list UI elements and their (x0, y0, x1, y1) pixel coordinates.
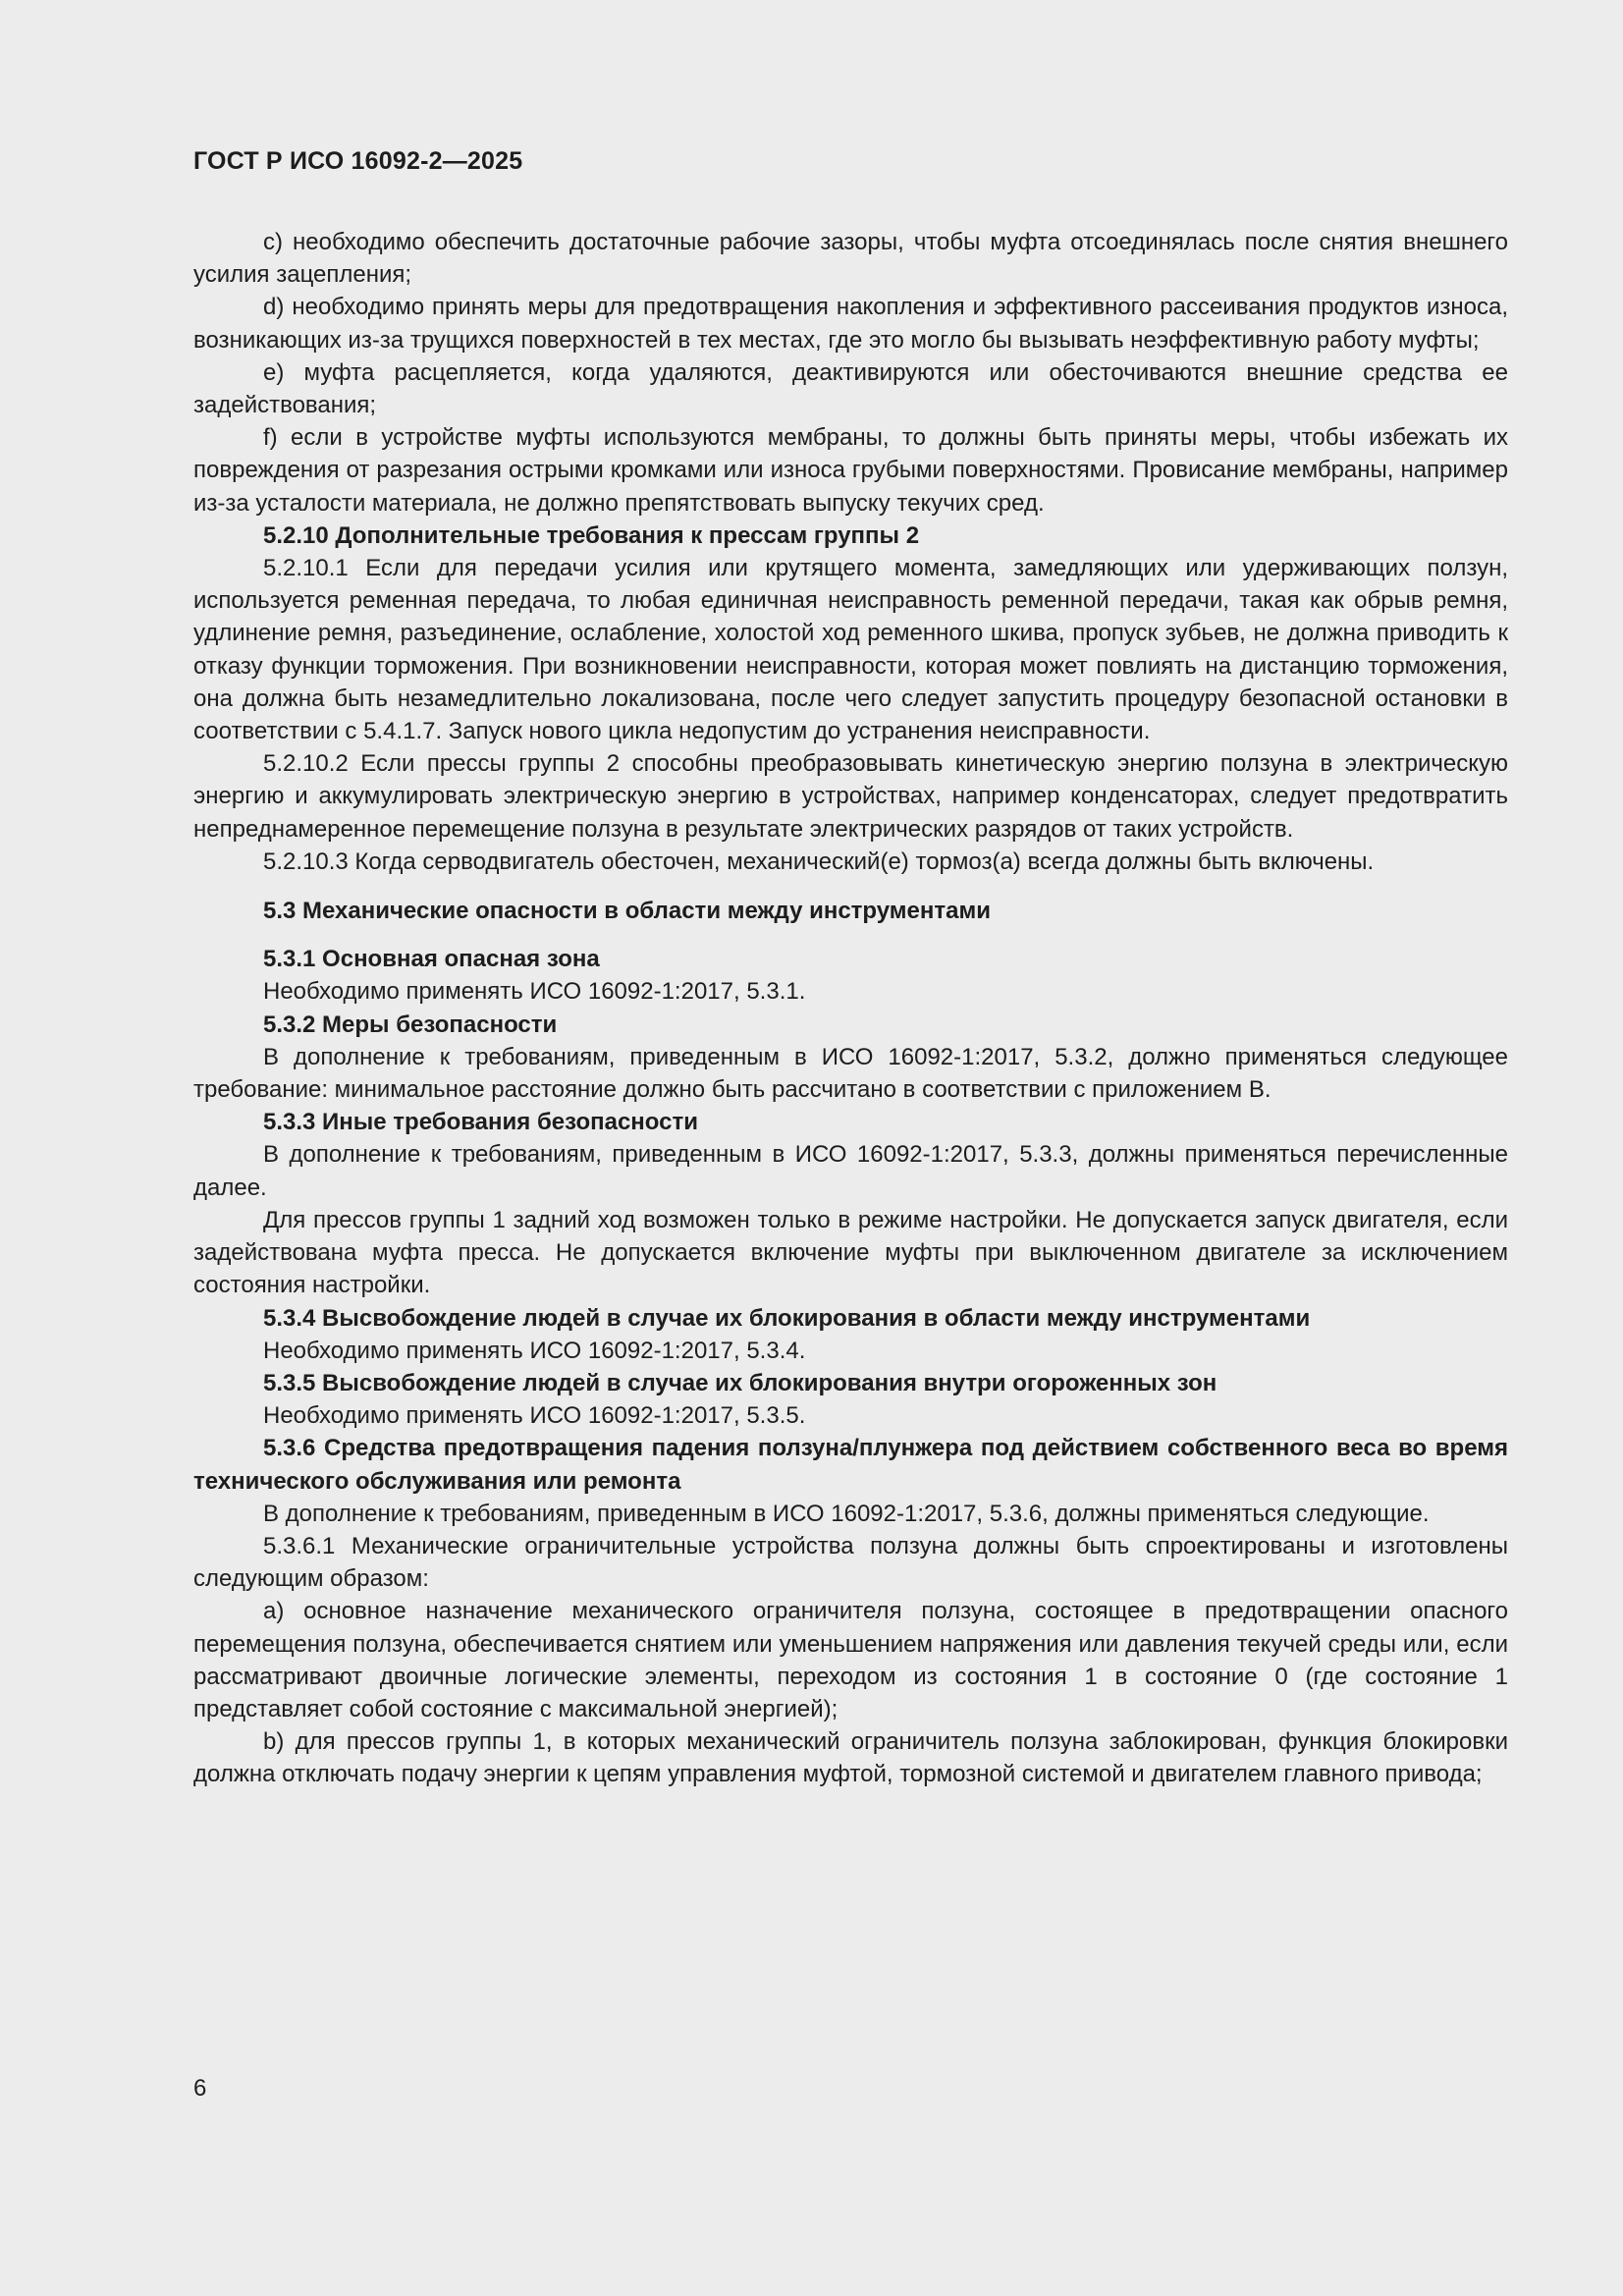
paragraph-5-3-6-1: 5.3.6.1 Механические ограничительные устройства ползуна должны быть спроектированы и изготовлены следующим образом: (193, 1532, 1508, 1593)
list-item-c: c) необходимо обеспечить достаточные рабочие зазоры, чтобы муфта отсоединялась после снятия внешнего усилия зацепления; (193, 229, 1508, 289)
paragraph-5-2-10-3: 5.2.10.3 Когда серводвигатель обесточен, механический(е) тормоз(а) всегда должны быть включены. (263, 847, 1375, 875)
paragraph-5-3-4: Необходимо применять ИСО 16092-1:2017, 5.3.4. (263, 1337, 806, 1364)
list-item-b: b) для прессов группы 1, в которых механический ограничитель ползуна заблокирован, функция блокировки должна отключать подачу энергии к цепям управления муфтой, тормозной системой и двигателем главного привода; (193, 1728, 1508, 1788)
paragraph-5-3-1: Необходимо применять ИСО 16092-1:2017, 5.3.1. (263, 978, 806, 1006)
page-number: 6 (193, 2075, 207, 2102)
list-item-e: e) муфта расцепляется, когда удаляются, деактивируются или обесточиваются внешние средства ее задействования; (193, 358, 1508, 419)
heading-5-3-5: 5.3.5 Высвобождение людей в случае их блокирования внутри огороженных зон (263, 1369, 1217, 1396)
heading-5-3-1: 5.3.1 Основная опасная зона (263, 946, 600, 973)
heading-5-3-2: 5.3.2 Меры безопасности (263, 1011, 558, 1038)
heading-5-3: 5.3 Механические опасности в области между инструментами (263, 898, 992, 925)
heading-5-3-3: 5.3.3 Иные требования безопасности (263, 1109, 698, 1136)
list-item-f: f) если в устройстве муфты используются мембраны, то должны быть приняты меры, чтобы избежать их повреждения от разрезания острыми кромками или износа грубыми поверхностями. Провисание мембраны, например из-за усталости материала, не должно препятствовать выпуску текучих сред. (193, 424, 1508, 517)
document-header: ГОСТ Р ИСО 16092-2—2025 (193, 147, 523, 175)
paragraph-5-3-3-a: В дополнение к требованиям, приведенным в ИСО 16092-1:2017, 5.3.3, должны применяться перечисленные далее. (193, 1141, 1508, 1201)
document-body (193, 226, 1508, 1791)
heading-5-3-4: 5.3.4 Высвобождение людей в случае их блокирования в области между инструментами (263, 1304, 1311, 1332)
paragraph-5-3-2: В дополнение к требованиям, приведенным в ИСО 16092-1:2017, 5.3.2, должно применяться следующее требование: минимальное расстояние должно быть рассчитано в соответствии с приложением B. (193, 1043, 1508, 1104)
paragraph-5-2-10-1: 5.2.10.1 Если для передачи усилия или крутящего момента, замедляющих или удерживающих ползун, используется ременная передача, то любая единичная неисправность ременной передачи, такая как обрыв ремня, удлинение ремня, разъединение, ослабление, холостой ход ременного шкива, пропуск зубьев, не должна приводить к отказу функции торможения. При возникновении неисправности, которая может повлиять на дистанцию торможения, она должна быть незамедлительно локализована, после чего следует запустить процедуру безопасной остановки в соответствии с 5.4.1.7. Запуск нового цикла недопустим до устранения неисправности. (193, 555, 1508, 745)
paragraph-5-3-3-b: Для прессов группы 1 задний ход возможен только в режиме настройки. Не допускается запуск двигателя, если задействована муфта пресса. Не допускается включение муфты при выключенном двигателе за исключением состояния настройки. (193, 1206, 1508, 1299)
list-item-d: d) необходимо принять меры для предотвращения накопления и эффективного рассеивания продуктов износа, возникающих из-за трущихся поверхностей в тех местах, где это могло бы вызывать неэффективную работу муфты; (193, 294, 1508, 354)
paragraph-5-3-5: Необходимо применять ИСО 16092-1:2017, 5.3.5. (263, 1402, 806, 1430)
paragraph-5-3-6: В дополнение к требованиям, приведенным в ИСО 16092-1:2017, 5.3.6, должны применяться следующие. (263, 1500, 1430, 1527)
heading-5-2-10: 5.2.10 Дополнительные требования к прессам группы 2 (263, 521, 920, 549)
list-item-a: a) основное назначение механического ограничителя ползуна, состоящее в предотвращении опасного перемещения ползуна, обеспечивается снятием или уменьшением напряжения или давления текучей среды или, если рассматривают двоичные логические элементы, переходом из состояния 1 в состояние 0 (где состояние 1 представляет собой состояние с максимальной энергией); (193, 1598, 1508, 1722)
paragraph-5-2-10-2: 5.2.10.2 Если прессы группы 2 способны преобразовывать кинетическую энергию ползуна в электрическую энергию и аккумулировать электрическую энергию в устройствах, например конденсаторах, следует предотвратить непреднамеренное перемещение ползуна в результате электрических разрядов от таких устройств. (193, 750, 1508, 843)
heading-5-3-6: 5.3.6 Средства предотвращения падения ползуна/плунжера под действием собственного веса во время технического обслуживания или ремонта (193, 1435, 1508, 1495)
